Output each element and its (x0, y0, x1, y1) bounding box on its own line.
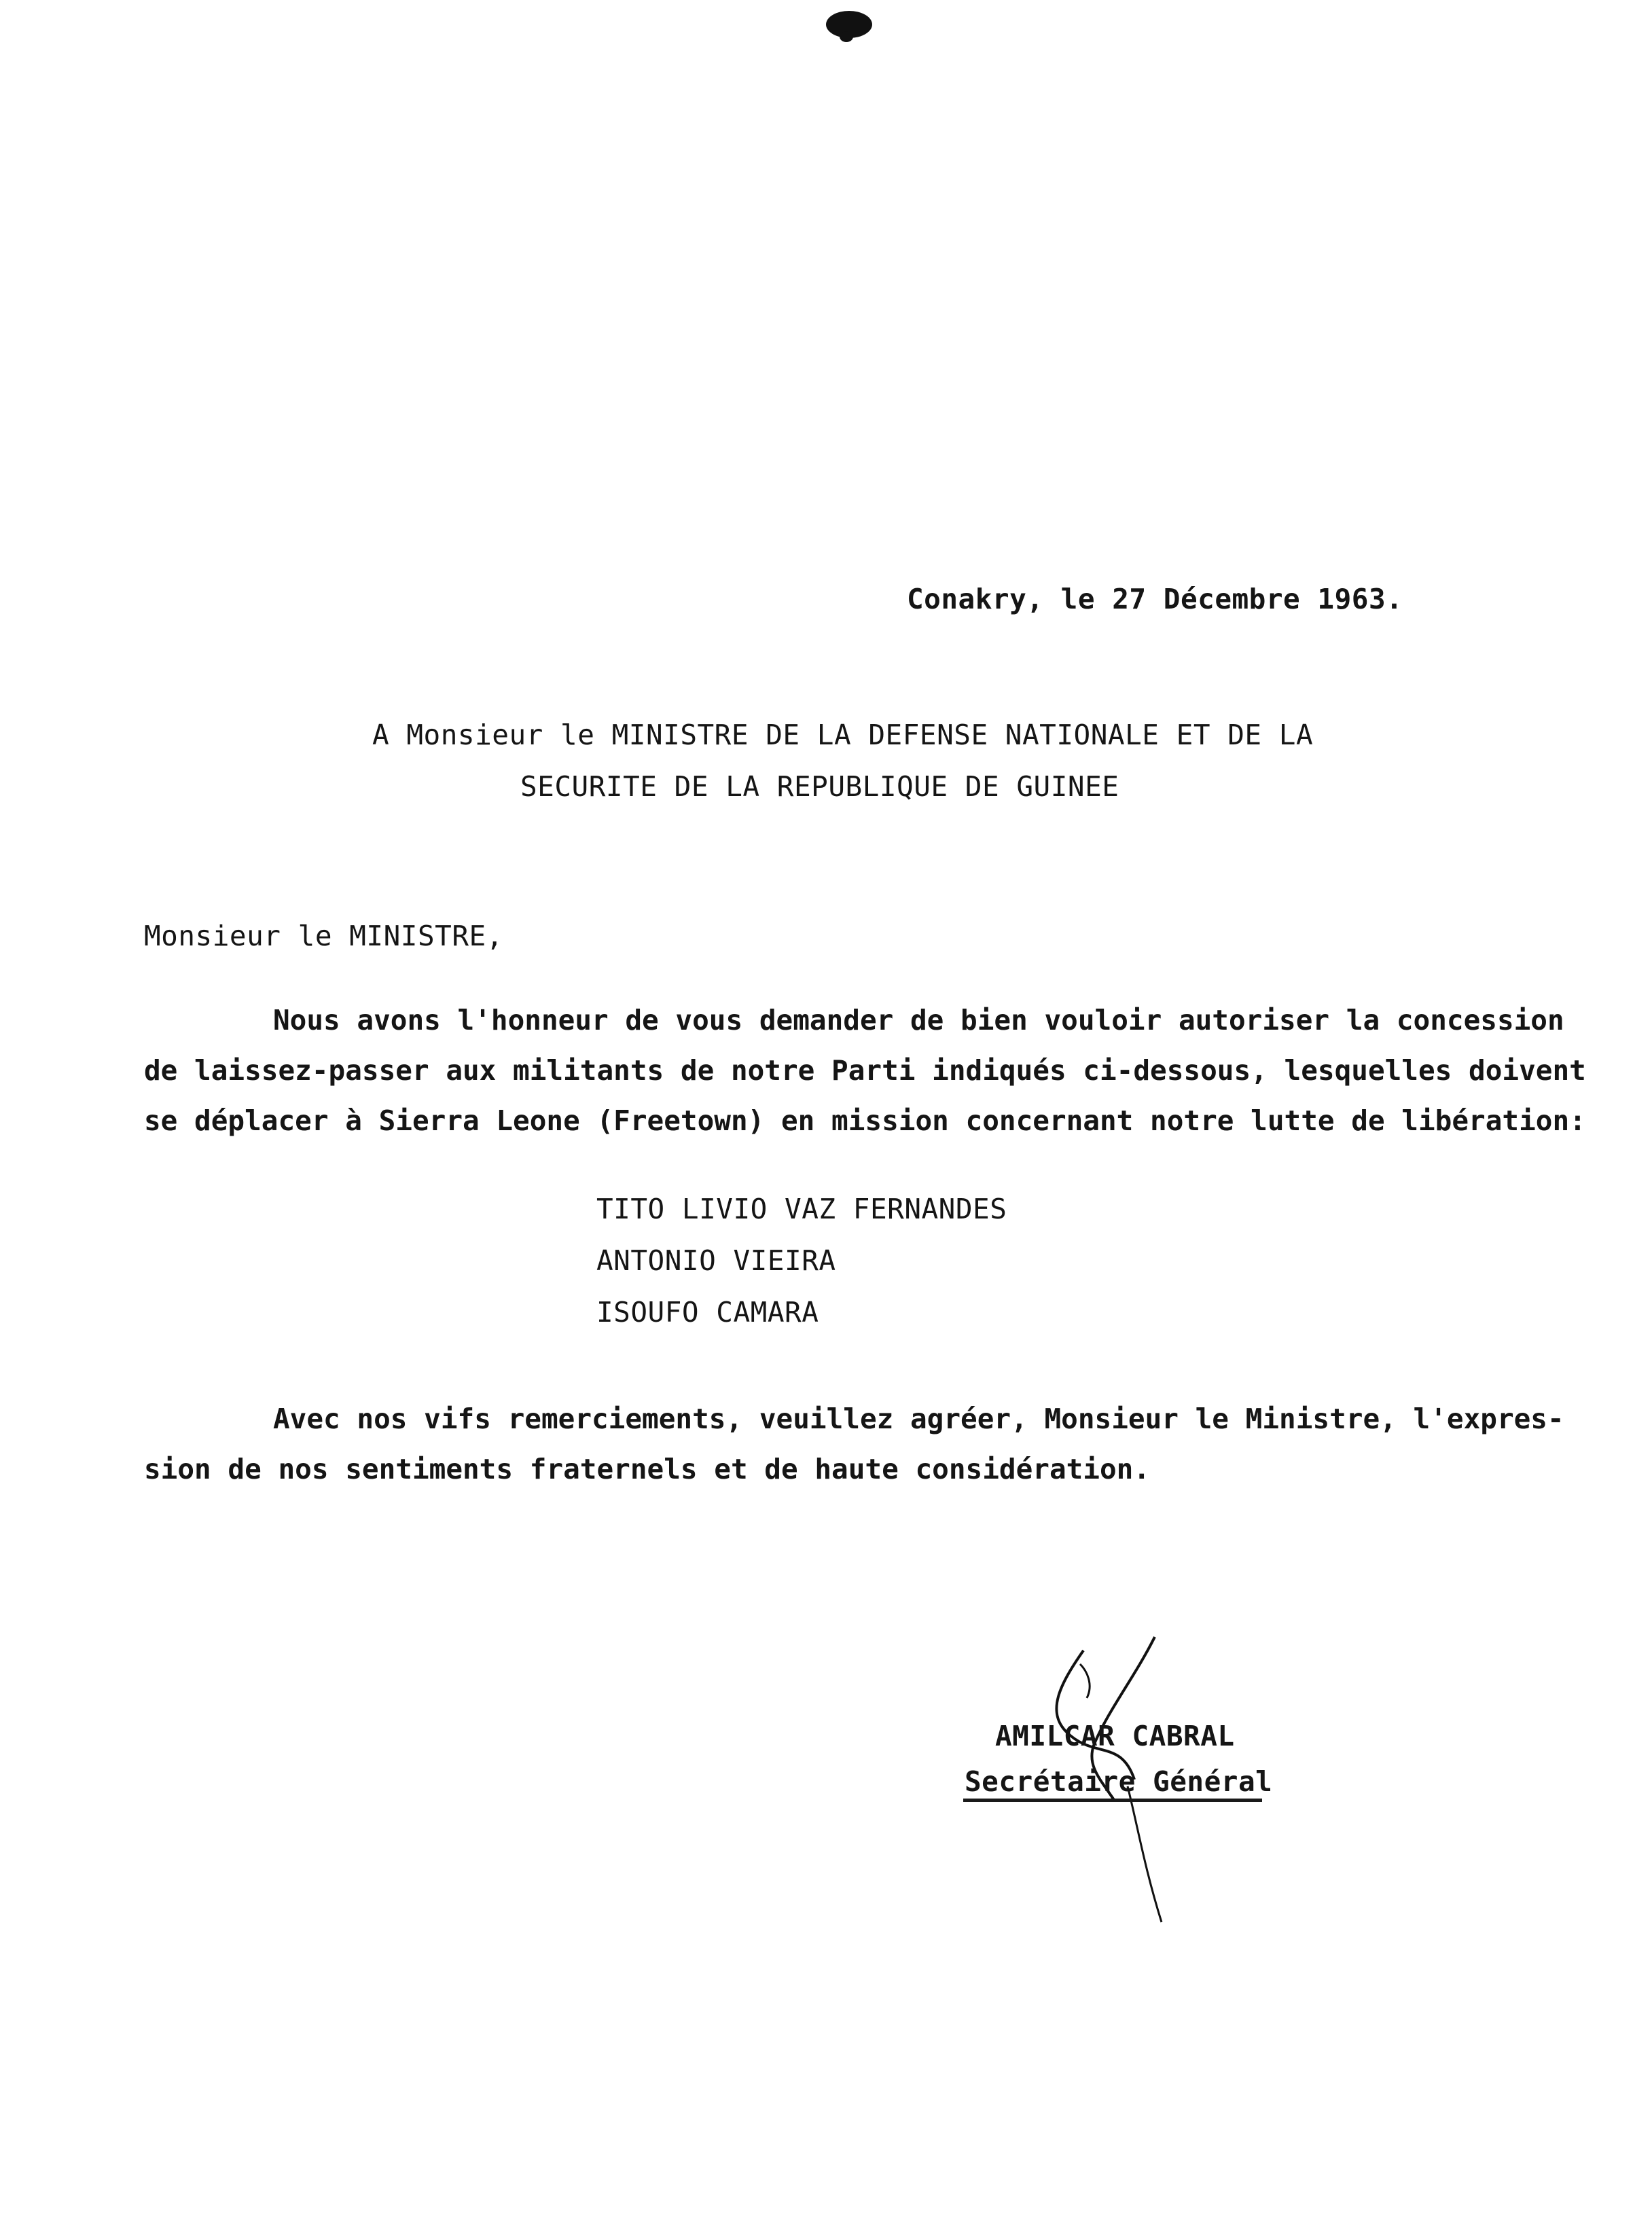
ink-blot-mark (822, 7, 876, 43)
paragraph-line: Avec nos vifs remerciements, veuillez agréer, Monsieur le Ministre, l'expres- (273, 1403, 1564, 1435)
signatory-name: AMILCAR CABRAL (995, 1720, 1235, 1752)
recipient-address-line-1: A Monsieur le MINISTRE DE LA DEFENSE NATIONALE ET DE LA (372, 719, 1314, 751)
militant-name: ISOUFO CAMARA (596, 1296, 819, 1329)
title-underline (963, 1799, 1262, 1802)
salutation: Monsieur le MINISTRE, (144, 920, 503, 952)
signatory-title: Secrétaire Général (965, 1765, 1273, 1798)
paragraph-line: sion de nos sentiments fraternels et de haute considération. (144, 1453, 1151, 1485)
letter-date: Conakry, le 27 Décembre 1963. (907, 583, 1403, 615)
paragraph-line: de laissez-passer aux militants de notre Parti indiqués ci-dessous, lesquelles doivent (144, 1054, 1586, 1087)
paragraph-line: Nous avons l'honneur de vous demander de bien vouloir autoriser la concession (273, 1004, 1564, 1036)
militant-name: ANTONIO VIEIRA (596, 1244, 836, 1277)
recipient-address-line-2: SECURITE DE LA REPUBLIQUE DE GUINEE (520, 770, 1119, 803)
paragraph-line: se déplacer à Sierra Leone (Freetown) en mission concernant notre lutte de libération: (144, 1104, 1586, 1137)
militant-name: TITO LIVIO VAZ FERNANDES (596, 1193, 1007, 1225)
